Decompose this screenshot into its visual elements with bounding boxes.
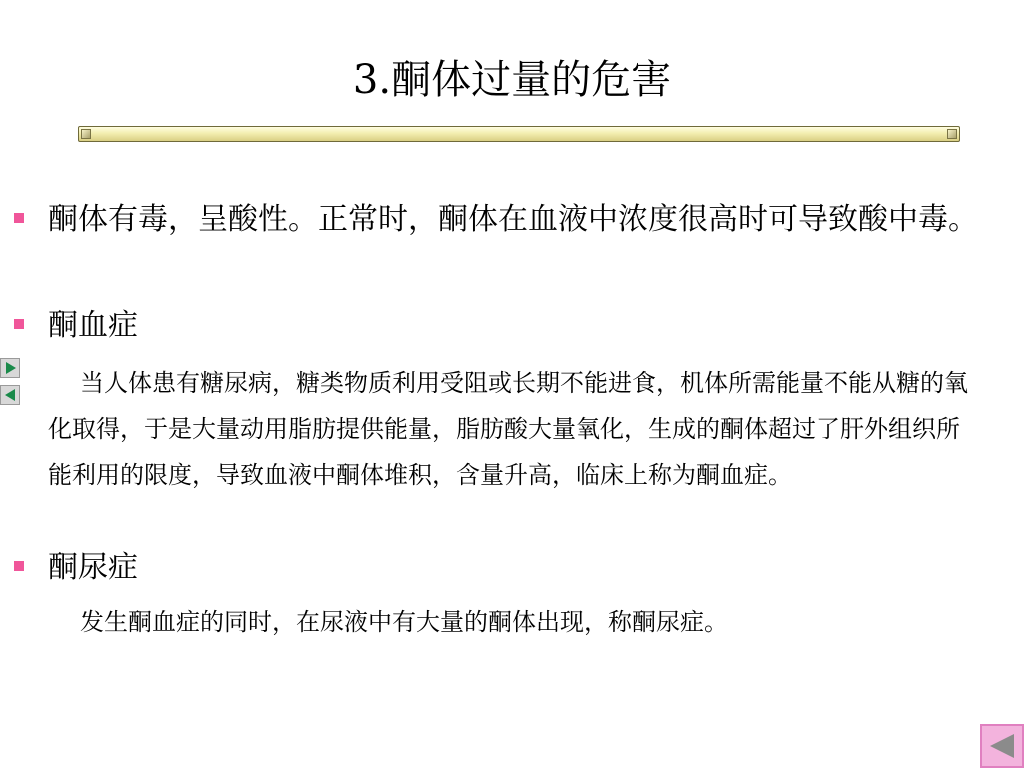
divider-cap-right	[947, 129, 957, 139]
paragraph-ketonemia: 当人体患有糖尿病，糖类物质利用受阻或长期不能进食，机体所需能量不能从糖的氧化取得，于是大量动用脂肪提供能量，脂肪酸大量氧化，生成的酮体超过了肝外组织所能利用的限度，导致血液中酮体堆积，含量升高，临床上称为酮血症。	[48, 369, 968, 489]
paragraph-ketonuria: 发生酮血症的同时，在尿液中有大量的酮体出现，称酮尿症。	[80, 608, 728, 636]
back-triangle-icon	[990, 734, 1014, 758]
back-button[interactable]	[980, 724, 1024, 768]
play-next-icon	[6, 362, 16, 374]
slide-title: 3.酮体过量的危害	[352, 57, 672, 103]
next-slide-button[interactable]	[0, 358, 20, 378]
bullet-text-toxicity: 酮体有毒，呈酸性。正常时，酮体在血液中浓度很高时可导致酸中毒。	[48, 202, 978, 237]
divider-cap-left	[81, 129, 91, 139]
bullet-square-icon	[14, 213, 24, 223]
bullet-square-icon	[14, 319, 24, 329]
bullet-text-ketonemia: 酮血症	[48, 308, 138, 343]
bullet-text-ketonuria: 酮尿症	[48, 550, 138, 585]
prev-slide-button[interactable]	[0, 385, 20, 405]
bullet-square-icon	[14, 561, 24, 571]
title-divider-bar	[78, 126, 960, 142]
play-prev-icon	[5, 389, 15, 401]
